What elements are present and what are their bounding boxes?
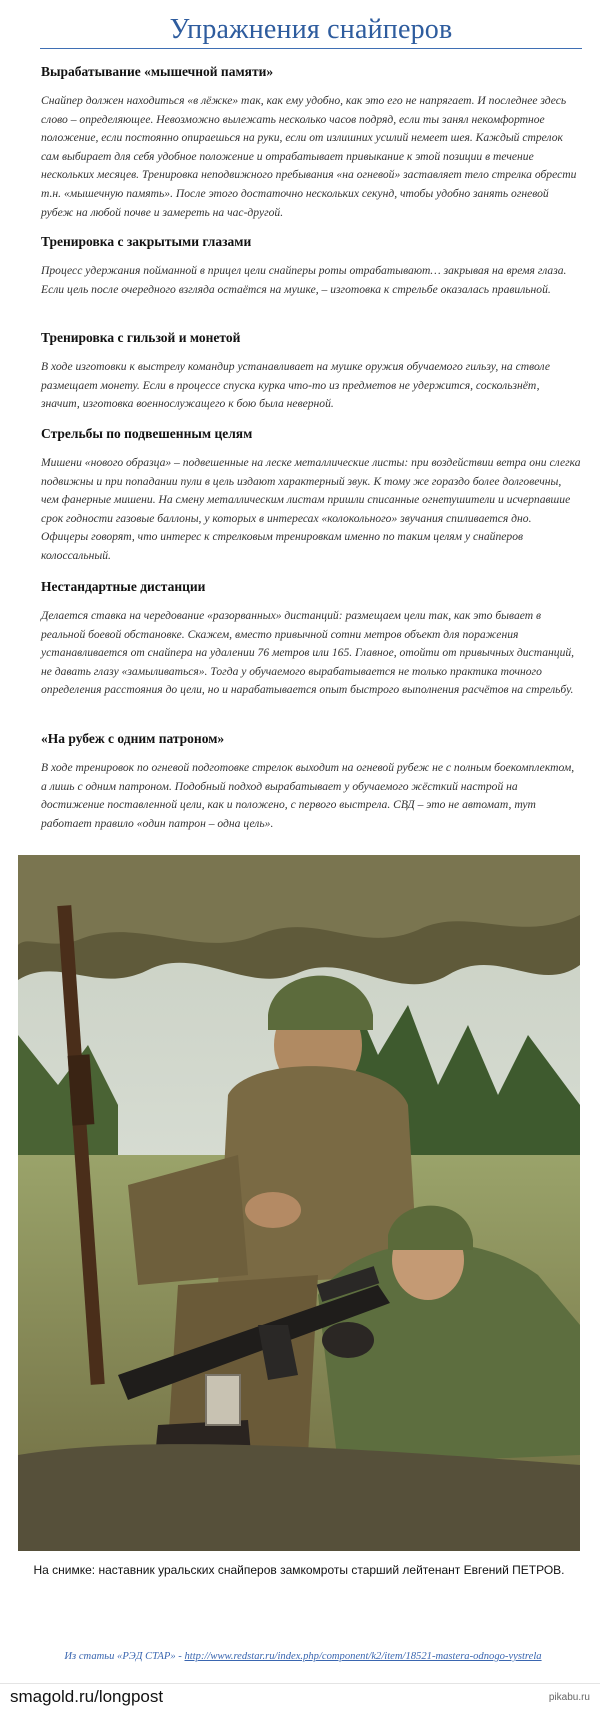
section-body: Мишени «нового образца» – подвешенные на леске металлические листы: при воздействии ветра они слегка подвижны и при попадании пули в цель издают характерный звук. К тому же гораздо более долговечны, чем фанерные мишени. На смену металлическим листам пришли списанные огнетушители и исчерпавшие срок годности газовые баллоны, у которых в интересах «колокольного» звучания спиливается дно. Офицеры говорят, что интерес к стрелковым тренировкам именно по таким целям у снайперов колоссальный. xyxy=(41,456,581,562)
title-divider xyxy=(40,48,582,49)
section-closed-eyes xyxy=(41,234,581,299)
section-muscle-memory xyxy=(41,64,581,222)
section-nonstandard-distances xyxy=(41,579,581,700)
photo-caption: На снимке: наставник уральских снайперов замкомроты старший лейтенант Евгений ПЕТРОВ. xyxy=(33,1563,565,1577)
section-heading: Вырабатывание «мышечной памяти» xyxy=(41,64,274,79)
sniper-training-photo xyxy=(18,855,580,1551)
section-heading: Тренировка с закрытыми глазами xyxy=(41,234,252,249)
section-body: В ходе изготовки к выстрелу командир устанавливает на мушке оружия обучаемого гильзу, на стволе размещает монету. Если в процессе спуска курка что-то из предметов не удержится, соскользнёт, значит, изготовка военнослужащего к бою была неверной. xyxy=(41,360,550,411)
site-url: smagold.ru/longpost xyxy=(10,1687,164,1706)
source-link[interactable]: http://www.redstar.ru/index.php/component/k2/item/18521-mastera-odnogo-vystrela xyxy=(184,1651,542,1662)
source-prefix: Из статьи «РЭД СТАР» - xyxy=(64,1651,185,1662)
section-casing-coin xyxy=(41,330,581,414)
section-heading: Нестандартные дистанции xyxy=(41,579,206,594)
photo-illustration xyxy=(18,855,580,1551)
source-line xyxy=(18,1651,588,1662)
page-title: Упражнения снайперов xyxy=(169,14,453,45)
section-heading: Тренировка с гильзой и монетой xyxy=(41,330,241,345)
footer-bar xyxy=(0,1683,600,1712)
watermark: pikabu.ru xyxy=(548,1692,590,1703)
section-one-round xyxy=(41,731,581,833)
section-body: Снайпер должен находиться «в лёжке» так, как ему удобно, как это его не напрягает. И последнее здесь слово – определяющее. Невозможно вылежать несколько часов подряд, если ты занял некомфортное положение, если постоянно опираешься на руки, если от излишних усилий немеет шея. Каждый стрелок сам выбирает для себя удобное положение и отрабатывает привыкание к этой позиции в течение нескольких месяцев. Тренировка неподвижного пребывания «на огневой» заставляет тело стрелка обрести т.н. «мышечную память». После этого достаточно нескольких секунд, чтобы удобно занять огневой рубеж на любой почве и замереть на час-другой. xyxy=(41,94,577,219)
section-heading: «На рубеж с одним патроном» xyxy=(41,731,225,746)
section-body: Процесс удержания пойманной в прицел цели снайперы роты отрабатывают… закрывая на время глаза. Если цель после очередного взгляда остаётся на мушке, – изготовка к стрельбе оказалась правильной. xyxy=(41,264,567,296)
section-heading: Стрельбы по подвешенным целям xyxy=(41,426,253,441)
section-suspended-targets xyxy=(41,426,581,566)
section-body: В ходе тренировок по огневой подготовке стрелок выходит на огневой рубеж не с полным боекомплектом, а лишь с одним патроном. Подобный подход вырабатывает у обучаемого жёсткий настрой на достижение поставленной цели, как и положено, с первого выстрела. СВД – это не автомат, тут работает правило «один патрон – одна цель». xyxy=(41,761,575,830)
section-body: Делается ставка на чередование «разорванных» дистанций: размещаем цели так, как это бывает в реальной боевой обстановке. Скажем, вместо привычной сотни метров объект для поражения устанавливается от снайпера на удалении 76 метров или 165. Главное, отойти от привычных дистанций, не давать глазу «замыливаться». Тогда у обучаемого вырабатывается не только практика точного определения расстояния до цели, но и нарабатывается опыт быстрого выполнения расчётов на стрельбу. xyxy=(41,609,575,697)
